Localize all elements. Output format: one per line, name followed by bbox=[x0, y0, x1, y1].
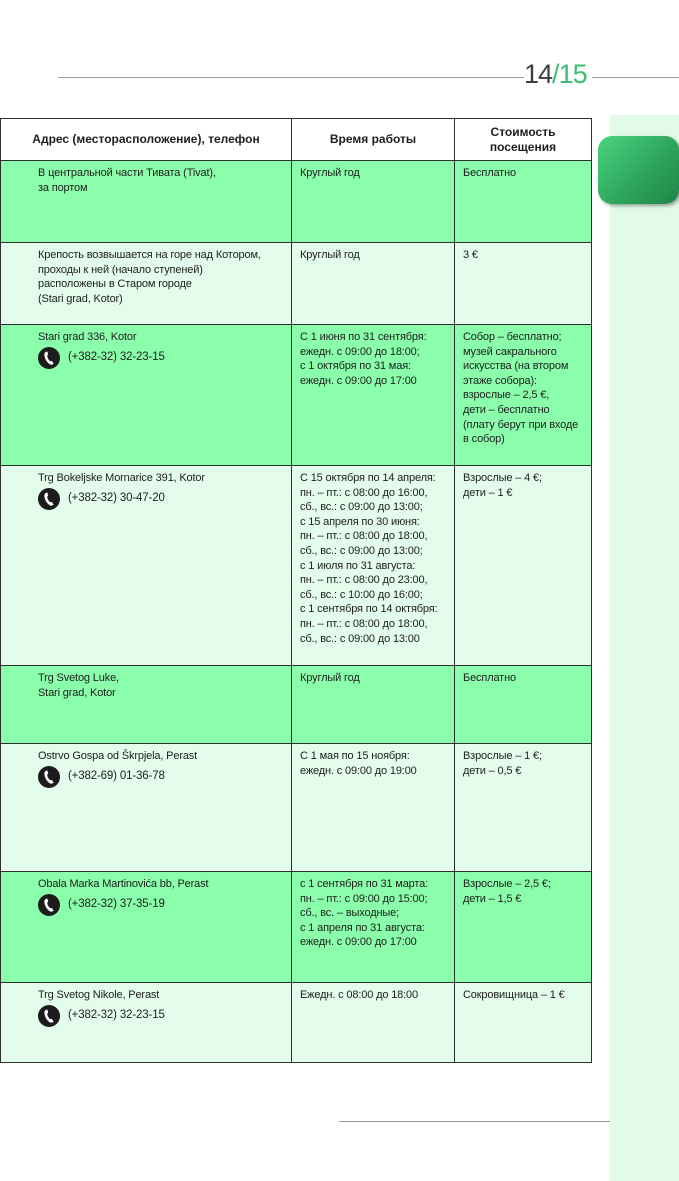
phone-number: (+382-32) 32-23-15 bbox=[68, 351, 165, 364]
cell-line: проходы к ней (начало ступеней) bbox=[38, 263, 203, 276]
header-rule-left bbox=[58, 77, 524, 78]
cell-line: музей сакрального bbox=[463, 345, 557, 358]
cell-line: сб., вс.: с 10:00 до 16:00; bbox=[300, 588, 423, 601]
phone-line bbox=[38, 894, 283, 916]
footer-rule bbox=[339, 1121, 610, 1122]
hours-cell bbox=[292, 744, 455, 872]
page-total: 15 bbox=[558, 59, 587, 89]
cell-line: пн. – пт.: с 08:00 до 23:00, bbox=[300, 574, 428, 587]
hours-cell bbox=[292, 466, 455, 666]
cell-line: Trg Bokeljske Mornarice 391, Kotor bbox=[38, 472, 205, 484]
cell-line: искусства (на втором bbox=[463, 360, 569, 373]
cell-line: Круглый год bbox=[300, 249, 360, 261]
phone-icon bbox=[38, 894, 60, 916]
address-cell bbox=[1, 466, 292, 666]
phone-line bbox=[38, 488, 283, 510]
cell-line: с 15 апреля по 30 июня: bbox=[300, 515, 420, 528]
table-row bbox=[1, 744, 592, 872]
cell-line: (Stari grad, Kotor) bbox=[38, 292, 123, 305]
table-row bbox=[1, 243, 592, 325]
price-cell bbox=[455, 325, 592, 466]
cell-line: дети – 1,5 € bbox=[463, 892, 522, 905]
hours-cell bbox=[292, 872, 455, 983]
cell-line: Взрослые – 2,5 €; bbox=[463, 878, 551, 890]
cell-line: С 15 октября по 14 апреля: bbox=[300, 472, 436, 484]
column-header-price: Стоимость посещения bbox=[455, 119, 592, 161]
price-cell bbox=[455, 666, 592, 744]
phone-icon bbox=[38, 488, 60, 510]
table-row bbox=[1, 872, 592, 983]
cell-line: пн. – пт.: с 08:00 до 16:00, bbox=[300, 486, 428, 499]
phone-number: (+382-32) 30-47-20 bbox=[68, 492, 165, 505]
cell-line: Stari grad 336, Kotor bbox=[38, 331, 137, 343]
hours-cell bbox=[292, 161, 455, 243]
price-cell bbox=[455, 243, 592, 325]
cell-line: дети – 0,5 € bbox=[463, 764, 522, 777]
phone-icon bbox=[38, 766, 60, 788]
phone-number: (+382-69) 01-36-78 bbox=[68, 770, 165, 783]
cell-line: взрослые – 2,5 €, bbox=[463, 389, 550, 402]
phone-icon bbox=[38, 1005, 60, 1027]
cell-line: сб., вс.: с 09:00 до 13:00; bbox=[300, 544, 423, 557]
cell-line: Obala Marka Martinovića bb, Perast bbox=[38, 878, 209, 890]
cell-line: пн. – пт.: с 09:00 до 15:00; bbox=[300, 892, 428, 905]
hours-cell bbox=[292, 243, 455, 325]
table-row bbox=[1, 666, 592, 744]
cell-line: ежедн. с 09:00 до 17:00 bbox=[300, 374, 417, 387]
page-separator: / bbox=[552, 59, 559, 89]
cell-line: сб., вс.: с 09:00 до 13:00 bbox=[300, 632, 420, 645]
hours-cell bbox=[292, 666, 455, 744]
cell-line: С 1 июня по 31 сентября: bbox=[300, 331, 427, 343]
cell-line: дети – 1 € bbox=[463, 486, 513, 499]
price-cell bbox=[455, 161, 592, 243]
table-row bbox=[1, 983, 592, 1063]
phone-number: (+382-32) 32-23-15 bbox=[68, 1009, 165, 1022]
cell-line: Trg Svetog Nikole, Perast bbox=[38, 989, 160, 1001]
cell-line: Бесплатно bbox=[463, 672, 516, 684]
side-strip bbox=[610, 115, 679, 1181]
cell-line: с 1 сентября по 14 октября: bbox=[300, 603, 438, 616]
cell-line: Взрослые – 4 €; bbox=[463, 472, 542, 484]
cell-line: ежедн. с 09:00 до 18:00; bbox=[300, 345, 420, 358]
cell-line: Взрослые – 1 €; bbox=[463, 750, 542, 762]
cell-line: пн. – пт.: с 08:00 до 18:00, bbox=[300, 617, 428, 630]
header-rule-right bbox=[592, 77, 679, 78]
hours-cell bbox=[292, 325, 455, 466]
table-header-row bbox=[1, 119, 592, 161]
phone-line bbox=[38, 347, 283, 369]
column-header-address: Адрес (месторасположение), телефон bbox=[1, 119, 292, 161]
table-body bbox=[1, 161, 592, 1063]
hours-cell bbox=[292, 983, 455, 1063]
phone-line bbox=[38, 1005, 283, 1027]
price-cell bbox=[455, 466, 592, 666]
table-row bbox=[1, 161, 592, 243]
address-cell bbox=[1, 983, 292, 1063]
cell-line: с 1 октября по 31 мая: bbox=[300, 360, 411, 373]
cell-line: Собор – бесплатно; bbox=[463, 331, 562, 343]
cell-line: с 1 сентября по 31 марта: bbox=[300, 878, 429, 890]
cell-line: Бесплатно bbox=[463, 167, 516, 179]
cell-line: с 1 апреля по 31 августа: bbox=[300, 921, 425, 934]
price-cell bbox=[455, 744, 592, 872]
cell-line: Stari grad, Kotor bbox=[38, 686, 116, 699]
phone-icon bbox=[38, 347, 60, 369]
chapter-tab[interactable] bbox=[598, 136, 679, 204]
cell-line: с 1 июля по 31 августа: bbox=[300, 559, 416, 572]
cell-line: 3 € bbox=[463, 249, 478, 261]
address-cell bbox=[1, 243, 292, 325]
cell-line: дети – бесплатно bbox=[463, 403, 550, 416]
page-number bbox=[524, 56, 587, 92]
cell-line: Круглый год bbox=[300, 672, 360, 684]
cell-line: Ostrvo Gospa od Škrpjela, Perast bbox=[38, 750, 198, 762]
cell-line: в собор) bbox=[463, 433, 505, 446]
cell-line: ежедн. с 09:00 до 19:00 bbox=[300, 764, 417, 777]
cell-line: Ежедн. с 08:00 до 18:00 bbox=[300, 989, 418, 1001]
column-header-hours: Время работы bbox=[292, 119, 455, 161]
address-cell bbox=[1, 872, 292, 983]
cell-line: пн. – пт.: с 08:00 до 18:00, bbox=[300, 530, 428, 543]
cell-line: ежедн. с 09:00 до 17:00 bbox=[300, 936, 417, 949]
address-cell bbox=[1, 161, 292, 243]
address-cell bbox=[1, 666, 292, 744]
price-cell bbox=[455, 983, 592, 1063]
cell-line: Круглый год bbox=[300, 167, 360, 179]
cell-line: Trg Svetog Luke, bbox=[38, 672, 119, 684]
info-table bbox=[0, 118, 592, 1063]
phone-line bbox=[38, 766, 283, 788]
table-row bbox=[1, 325, 592, 466]
price-cell bbox=[455, 872, 592, 983]
address-cell bbox=[1, 325, 292, 466]
cell-line: сб., вс. – выходные; bbox=[300, 907, 400, 920]
cell-line: Сокровищница – 1 € bbox=[463, 989, 565, 1001]
address-cell bbox=[1, 744, 292, 872]
page-current: 14 bbox=[524, 59, 553, 89]
cell-line: С 1 мая по 15 ноября: bbox=[300, 750, 410, 762]
cell-line: этаже собора): bbox=[463, 374, 537, 387]
cell-line: за портом bbox=[38, 181, 88, 194]
cell-line: Крепость возвышается на горе над Котором, bbox=[38, 249, 261, 261]
cell-line: В центральной части Тивата (Tivat), bbox=[38, 167, 216, 179]
cell-line: сб., вс.: с 09:00 до 13:00; bbox=[300, 501, 423, 514]
table-row bbox=[1, 466, 592, 666]
cell-line: (плату берут при входе bbox=[463, 418, 579, 431]
cell-line: расположены в Старом городе bbox=[38, 278, 192, 291]
phone-number: (+382-32) 37-35-19 bbox=[68, 898, 165, 911]
